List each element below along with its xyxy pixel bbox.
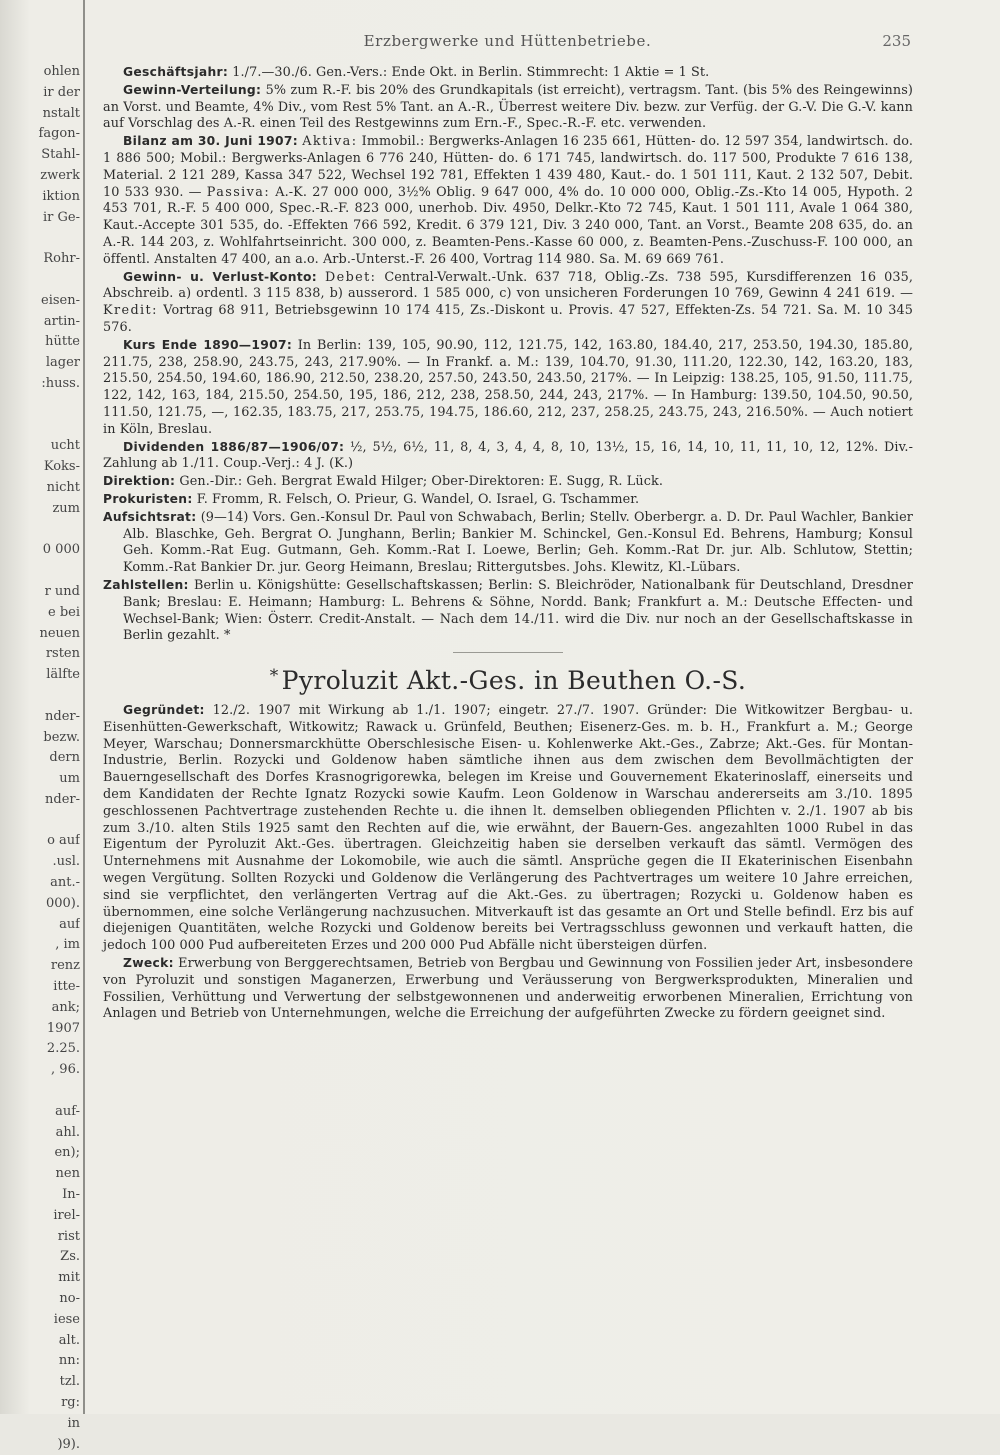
margin-fragment: iese bbox=[53, 1311, 80, 1327]
margin-fragment: tzl. bbox=[59, 1374, 80, 1390]
margin-fragment: )9). bbox=[57, 1436, 80, 1452]
margin-fragment: .usl. bbox=[52, 854, 80, 870]
margin-fragment: hütte bbox=[45, 334, 80, 350]
main-column bbox=[103, 64, 913, 1023]
zweck-label: Zweck: bbox=[123, 956, 174, 971]
margin-fragment: r und bbox=[44, 583, 80, 599]
margin-fragment bbox=[0, 561, 80, 582]
margin-fragment: nstalt bbox=[42, 105, 80, 121]
margin-fragment: Koks- bbox=[43, 459, 80, 475]
direktion-paragraph bbox=[103, 473, 913, 491]
guv-kredit-label: Kredit: bbox=[103, 303, 158, 319]
margin-fragment bbox=[0, 811, 80, 832]
margin-fragment: auf bbox=[59, 916, 80, 932]
kurs-hamburg-values: 139.50, 104.50, 90.50, 111.50, 121.75, —, 162.35, 183.75, 217, 253.75, 194.75, 186.60, 212, 237, 258.25, 243.75, 243, 216.50%. — Auch notiert in Köln, Breslau. bbox=[103, 388, 914, 437]
margin-fragment: rist bbox=[57, 1228, 80, 1244]
margin-fragment: bezw. bbox=[43, 729, 80, 745]
margin-fragment: :huss. bbox=[41, 375, 80, 391]
margin-fragment: zwerk bbox=[40, 167, 80, 183]
margin-fragment: lälfte bbox=[46, 667, 80, 683]
bilanz-label: Bilanz am 30. Juni 1907: bbox=[123, 134, 298, 149]
margin-fragment: 000). bbox=[45, 895, 80, 911]
margin-fragment bbox=[0, 270, 80, 291]
header-title: Erzbergwerke und Hüttenbetriebe. bbox=[363, 32, 652, 50]
margin-fragment: e bei bbox=[48, 604, 80, 620]
direktion-text: Gen.-Dir.: Geh. Bergrat Ewald Hilger; Ober-Direktoren: E. Sugg, R. Lück. bbox=[179, 474, 663, 490]
bilanz-aktiva-text: Immobil.: Bergwerks-Anlagen 16 235 661, Hütten- do. 12 597 354, landwirtsch. do. 1 886 500; Mobil.: Bergwerks-Anlagen 6 776 240, Hütten- do. 6 171 745, landwirtsch. do. 117 500, Produkte 7 616 138, Material. 2 121 289, Kassa 347 522, Wechsel 192 781, Effekten 1 439 480, Kaut.- do. 1 501 111, Kaut. 2 132 507, Debit. 10 533 930. — bbox=[103, 134, 914, 200]
margin-fragment: , 96. bbox=[51, 1062, 80, 1078]
geschaeftsjahr-paragraph bbox=[103, 64, 913, 82]
margin-fragment: 0 000 bbox=[42, 542, 80, 558]
bilanz-passiva-text: A.-K. 27 000 000, 3½% Oblig. 9 647 000, 4% do. 10 000 000, Oblig.-Zs.-Kto 14 005, Hypoth. 2 453 701, R.-F. 5 400 000, Spec.-R.-F. 823 000, unerhob. Div. 4950, Delkr.-Kto 72 745, Kaut. 1 501 111, Avale 1 064 380, Kaut.-Accepte 301 535, do. -Effekten 766 592, Kredit. 6 379 121, Div. 3 240 000, Tant. an Vorst., Beamte 208 635, do. an A.-R. 144 203, z. Wohlfahrtseinricht. 300 000, z. Beamten-Pens.-Kasse 60 000, z. Beamten-Pens.-Zuschuss-F. 100 000, an öffentl. Anstalten 47 400, an a.o. Arb.-Unterst.-F. 26 400, Vortrag 114 980. Sa. M. 69 669 761. bbox=[103, 184, 913, 267]
company-heading bbox=[103, 661, 913, 696]
previous-page-margin bbox=[0, 62, 80, 1455]
margin-fragment: iktion bbox=[42, 188, 80, 204]
prokuristen-paragraph bbox=[103, 491, 913, 509]
margin-fragment: rg: bbox=[61, 1395, 80, 1410]
running-header bbox=[100, 30, 915, 54]
margin-fragment bbox=[0, 520, 80, 541]
margin-fragment: In- bbox=[62, 1187, 80, 1203]
aufsichtsrat-text: (9—14) Vors. Gen.-Konsul Dr. Paul von Schwabach, Berlin; Stellv. Oberbergr. a. D. Dr. Paul Wachler, Bankier Alb. Blaschke, Geh. Bergrat O. Junghann, Berlin; Bankier M. Schinckel, Gen.-Konsul Ed. Behrens, Hamburg; Konsul Geh. Komm.-Rat Eug. Gutmann, Geh. Komm.-Rat I. Loewe, Berlin; Geh. Komm.-Rat Dr. jur. Alb. Schlutow, Stettin; Komm.-Rat Bankier Dr. jur. Georg Heimann, Breslau; Rittergutsbes. Johs. Klewitz, Kl.-Lübars. bbox=[123, 509, 913, 576]
geschaeftsjahr-label: Geschäftsjahr: bbox=[123, 65, 229, 79]
page-number: 235 bbox=[882, 32, 911, 50]
guv-debet-label: Debet: bbox=[324, 269, 377, 285]
margin-fragment: eisen- bbox=[41, 292, 80, 308]
dividenden-paragraph bbox=[103, 439, 913, 474]
kurs-berlin-label: In Berlin: bbox=[297, 337, 362, 353]
margin-fragment: ohlen bbox=[43, 64, 80, 79]
margin-fragment: nder- bbox=[45, 791, 80, 807]
bilanz-passiva-label: Passiva: bbox=[206, 184, 271, 200]
kurs-paragraph bbox=[103, 337, 913, 439]
zahlstellen-label: Zahlstellen: bbox=[103, 577, 189, 592]
gegruendet-label: Gegründet: bbox=[123, 703, 205, 718]
prokuristen-label: Prokuristen: bbox=[103, 491, 193, 506]
margin-fragment: in bbox=[67, 1415, 80, 1431]
margin-fragment: Zs. bbox=[60, 1249, 80, 1265]
margin-fragment: ir Ge- bbox=[43, 209, 80, 225]
section-separator bbox=[453, 652, 563, 653]
margin-fragment: renz bbox=[50, 958, 80, 974]
margin-fragment: auf- bbox=[55, 1103, 80, 1119]
margin-fragment bbox=[0, 416, 80, 437]
kurs-label: Kurs Ende 1890—1907: bbox=[123, 337, 293, 352]
margin-fragment: dern bbox=[49, 750, 80, 766]
gutter-line bbox=[83, 0, 85, 1414]
margin-fragment: nder- bbox=[45, 708, 80, 724]
margin-fragment: en); bbox=[54, 1145, 80, 1161]
zahlstellen-text: Berlin u. Königshütte: Gesellschaftskassen; Berlin: S. Bleichröder, Nationalbank für Deutschland, Dresdner Bank; Breslau: E. Heimann; Hamburg: L. Behrens & Söhne, Nordd. Bank; Frankfurt a. M.: Deutsche Effecten- und Wechsel-Bank; Wien: Österr. Credit-Anstalt. — Nach dem 14./11. wird die Div. nur noch an der Gesellschaftskasse in Berlin gezahlt. * bbox=[123, 577, 913, 644]
margin-fragment: , im bbox=[55, 937, 80, 953]
guv-paragraph bbox=[103, 269, 913, 337]
margin-fragment: Stahl- bbox=[41, 147, 80, 163]
gegruendet-paragraph bbox=[103, 702, 913, 955]
margin-fragment: zum bbox=[52, 500, 80, 516]
margin-fragment: rsten bbox=[45, 646, 80, 662]
margin-fragment bbox=[0, 395, 80, 416]
bilanz-paragraph bbox=[103, 133, 913, 268]
margin-fragment: Rohr- bbox=[43, 251, 80, 267]
aufsichtsrat-paragraph bbox=[103, 509, 913, 577]
new-entry-star: * bbox=[269, 666, 279, 687]
margin-fragment bbox=[0, 686, 80, 707]
kurs-frankfurt-values: 139, 104.70, 91.30, 111.20, 122.30, 142, 163.20, 183, 215.50, 254.50, 194.60, 186.90, 212.50, 238.20, 257.50, 243.50, 243.50, 217%. — bbox=[103, 354, 913, 387]
margin-fragment: itte- bbox=[53, 979, 80, 995]
zahlstellen-paragraph bbox=[103, 577, 913, 645]
margin-fragment: ahl. bbox=[55, 1124, 80, 1140]
kurs-leipzig-label: In Leipzig: bbox=[654, 371, 725, 387]
margin-fragment: nicht bbox=[46, 479, 80, 495]
guv-debet-text: Central-Verwalt.-Unk. 637 718, Oblig.-Zs. 738 595, Kursdifferenzen 16 035, Abschreib. a) ordentl. 3 115 838, b) ausserord. 1 585 000, c) von unsicheren Forderungen 10 769, Gewinn 4 241 619. — bbox=[103, 269, 914, 302]
gegruendet-text: 12./2. 1907 mit Wirkung ab 1./1. 1907; eingetr. 27./7. 1907. Gründer: Die Witkowitzer Bergbau- u. Eisenhütten-Gewerkschaft, Witkowitz; Rawack u. Grünfeld, Beuthen; Eisenerz-Ges. m. b. H., Frankfurt a. M.; George Meyer, Warschau; Donnersmarckhütte Oberschlesische Eisen- u. Kohlenwerke Akt.-Ges., Zabrze; Akt.-Ges. für Montan-Industrie, Berlin. Rozycki und Goldenow haben sämtliche ihnen aus dem zwischen dem Bevollmächtigten der Bauerngesellschaft des Dorfes Krasnogrigorewka, belegen im Kreise und Gouvernement Ekaterinoslaff, einerseits und dem Kandidaten der Rechte Ignatz Rozycki sowie Kaufm. Leon Goldenow in Warschau andererseits am 3./10. 1895 geschlossenen Pachtvertrage zustehenden Rechte u. die ihnen lt. demselben obliegenden Pflichten v. 2./1. 1907 ab bis zum 3./10. alten Stils 1925 samt den Rechten auf die, wie erwähnt, der Bauern-Ges. angezahlten 1000 Rubel in das Eigentum der Pyroluzit Akt.-Ges. übertragen. Gleichzeitig haben sie derselben verkauft das sämtl. Vermögen des Unternehmens mit Ausnahme der Lokomobile, wie auch die sämtl. Ansprüche gegen die II Ekaterinischen Eisenbahn wegen Vergütung. Sollten Rozycki und Goldenow die Verlängerung des Pachtvertrages um weitere 10 Jahre erreichen, sind sie verpflichtet, den verlängerten Vertrag auf die Akt.-Ges. zu übertragen; Rozycki u. Goldenow haben es übernommen, eine solche Verlängerung nachzusuchen. Mitverkauft ist das gesamte an Ort und Stelle befindl. Erz bis auf diejenigen Quantitäten, welche Rozycki und Goldenow bereits bei Vertragsschluss gewonnen und verkauft hatten, die jedoch 100 000 Pud aufbereiteten Erzes und 200 000 Pud Abfälle nicht übersteigen dürfen. bbox=[103, 703, 913, 954]
kurs-hamburg-label: In Hamburg: bbox=[671, 388, 758, 404]
geschaeftsjahr-text: 1./7.—30./6. Gen.-Vers.: Ende Okt. in Berlin. Stimmrecht: 1 Aktie = 1 St. bbox=[232, 65, 710, 80]
margin-fragment: artin- bbox=[43, 313, 80, 329]
zweck-text: Erwerbung von Berggerechtsamen, Betrieb von Bergbau und Gewinnung von Fossilien jeder Art, insbesondere von Pyroluzit und sonstigen Maganerzen, Erwerbung und Veräusserung von Bergwerksprodukten, Mineralien und Fossilien, Verhüttung und Verwertung der selbstgewonnenen und anderweitig erworbenen Mineralien, Errichtung von Anlagen und Betrieb von Unternehmungen, welche die Erreichung der aufgeführten Zwecke zu fördern geeignet sind. bbox=[103, 956, 913, 1022]
zweck-paragraph bbox=[103, 955, 913, 1023]
margin-fragment: nen bbox=[55, 1166, 80, 1182]
aufsichtsrat-label: Aufsichtsrat: bbox=[103, 509, 197, 524]
company-heading-text: Pyroluzit Akt.-Ges. in Beuthen O.-S. bbox=[281, 666, 747, 696]
gewinn-verteilung-paragraph bbox=[103, 82, 913, 133]
margin-fragment: 2.25. bbox=[46, 1041, 80, 1057]
gewinn-verteilung-label: Gewinn-Verteilung: bbox=[123, 82, 262, 97]
margin-fragment: um bbox=[59, 771, 80, 787]
margin-fragment: mit bbox=[58, 1270, 80, 1286]
margin-fragment: fagon- bbox=[38, 126, 80, 142]
kurs-leipzig-values: 138.25, 105, 91.50, 111.75, 122, 142, 163, 184, 215.50, 254.50, 195, 186, 212, 238, 258.50, 244, 243, 217%. — bbox=[103, 371, 913, 404]
margin-fragment: nn: bbox=[58, 1353, 80, 1369]
margin-fragment: 1907 bbox=[46, 1020, 80, 1036]
margin-fragment: ir der bbox=[43, 84, 80, 100]
dividenden-text: ½, 5½, 6½, 11, 8, 4, 3, 4, 4, 8, 10, 13½, 15, 16, 14, 10, 11, 11, 10, 12, 12%. Div.-Zahlung ab 1./11. Coup.-Verj.: 4 J. (K.) bbox=[103, 439, 914, 472]
margin-fragment: neuen bbox=[39, 625, 80, 641]
guv-kredit-text: Vortrag 68 911, Betriebsgewinn 10 174 415, Zs.-Diskont u. Provis. 47 527, Effekten-Zs. 54 721. Sa. M. 10 345 576. bbox=[103, 303, 913, 335]
dividenden-label: Dividenden 1886/87—1906/07: bbox=[123, 439, 345, 454]
margin-fragment: no- bbox=[59, 1291, 80, 1307]
margin-fragment: alt. bbox=[58, 1332, 80, 1348]
prokuristen-text: F. Fromm, R. Felsch, O. Prieur, G. Wandel, O. Israel, G. Tschammer. bbox=[196, 491, 640, 507]
margin-fragment: ank; bbox=[51, 999, 80, 1015]
margin-fragment: ucht bbox=[50, 438, 80, 454]
direktion-label: Direktion: bbox=[103, 474, 176, 489]
margin-fragment: ant.- bbox=[50, 875, 80, 891]
gewinn-verteilung-text: 5% zum R.-F. bis 20% des Grundkapitals (ist erreicht), vertragsm. Tant. (bis 5% des Reingewinns) an Vorst. und Beamte, 4% Div., vom Rest 5% Tant. an A.-R., Überrest weitere Div. bezw. zur Verfüg. der G.-V. Die G.-V. kann auf Vorschlag des A.-R. einen Teil des Restgewinns zum Ern.-F., Spec.-R.-F. etc. verwenden. bbox=[103, 82, 914, 132]
guv-label: Gewinn- u. Verlust-Konto: bbox=[123, 269, 317, 284]
margin-fragment: lager bbox=[45, 355, 80, 371]
bilanz-aktiva-label: Aktiva: bbox=[302, 134, 358, 150]
kurs-berlin-values: 139, 105, 90.90, 112, 121.75, 142, 163.80, 184.40, 217, 253.50, 194.30, 185.80, 211.75, 238, 258.90, 243.75, 243, 217.90%. — bbox=[103, 337, 913, 370]
margin-fragment: o auf bbox=[47, 833, 80, 849]
margin-fragment: irel- bbox=[53, 1207, 80, 1223]
kurs-frankfurt-label: In Frankf. a. M.: bbox=[426, 354, 539, 370]
margin-fragment bbox=[0, 228, 80, 249]
margin-fragment bbox=[0, 1081, 80, 1102]
